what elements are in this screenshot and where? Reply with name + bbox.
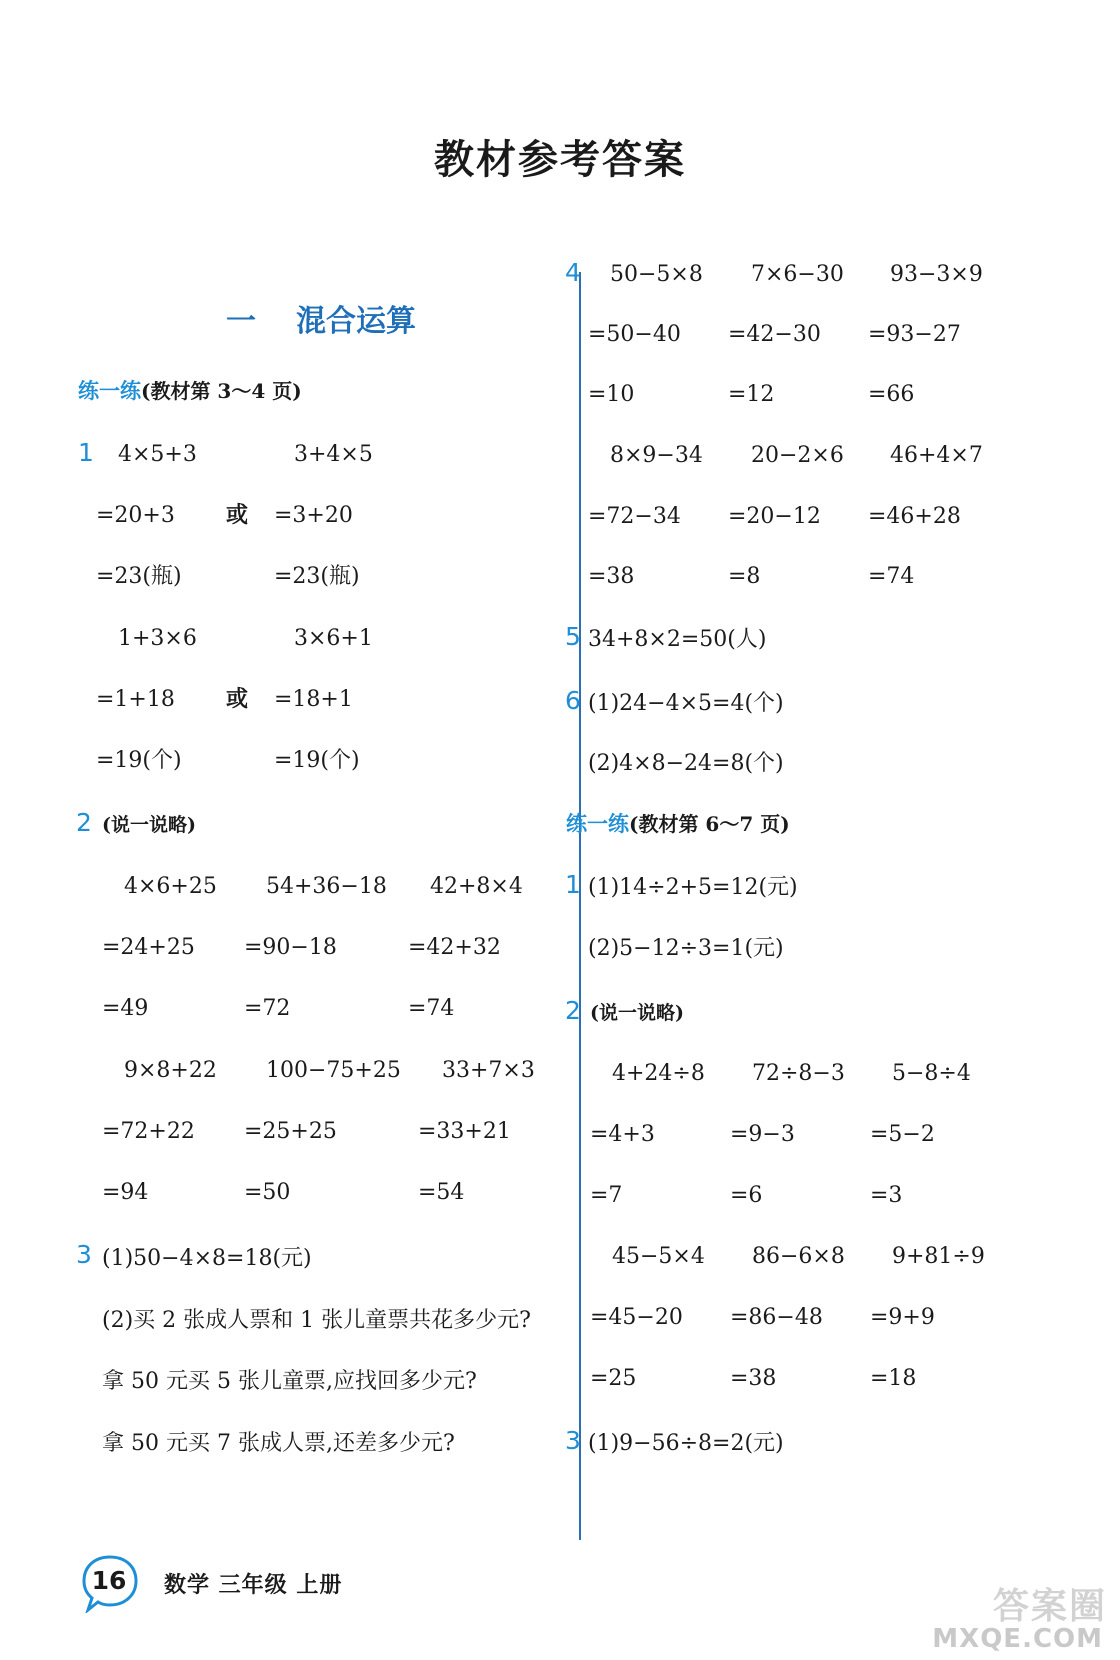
watermark-url: MXQE.COM: [932, 1624, 1103, 1654]
equation: =93−27: [868, 322, 961, 347]
equation: =94: [102, 1180, 149, 1205]
equation: 100−75+25: [266, 1058, 401, 1083]
question-number-1: 1: [78, 438, 94, 467]
answer-line: (1)14÷2+5=12(元): [588, 875, 798, 900]
equation: 46+4×7: [890, 443, 983, 468]
equation: =25+25: [244, 1119, 337, 1144]
equation: 9+81÷9: [892, 1244, 985, 1269]
equation: =38: [730, 1366, 777, 1391]
equation: =50−40: [588, 322, 681, 347]
equation: =42+32: [408, 935, 501, 960]
equation: =3+20: [274, 503, 353, 528]
equation: =74: [408, 996, 455, 1021]
equation: 4×5+3: [118, 442, 197, 467]
watermark-logo: [932, 1578, 1115, 1658]
answer-line: (1)9−56÷8=2(元): [588, 1431, 784, 1456]
equation: 8×9−34: [610, 443, 703, 468]
answer-line: 拿 50 元买 5 张儿童票,应找回多少元?: [102, 1369, 477, 1394]
equation: =20+3: [96, 503, 175, 528]
equation: 4×6+25: [124, 874, 217, 899]
equation: =4+3: [590, 1122, 655, 1147]
section-heading-practice-1: [78, 381, 302, 402]
equation: =46+28: [868, 504, 961, 529]
chapter-name: 混合运算: [296, 304, 416, 339]
answer-line: 34+8×2=50(人): [588, 627, 767, 652]
answer-line: 拿 50 元买 7 张成人票,还差多少元?: [102, 1431, 455, 1456]
equation: =19(个): [274, 748, 360, 773]
equation: 3×6+1: [294, 626, 373, 651]
section-label: 练一练: [566, 812, 629, 836]
section-label: 练一练: [78, 379, 141, 403]
chapter-heading: [226, 296, 416, 340]
column-divider: [579, 272, 581, 1540]
question-number-3: 3: [76, 1240, 92, 1269]
equation: 33+7×3: [442, 1058, 535, 1083]
equation: =86−48: [730, 1305, 823, 1330]
equation: =38: [588, 564, 635, 589]
equation: =20−12: [728, 504, 821, 529]
equation: =72+22: [102, 1119, 195, 1144]
question-number-6: 6: [565, 686, 581, 715]
equation: 45−5×4: [612, 1244, 705, 1269]
book-title: 数学 三年级 上册: [164, 1573, 343, 1598]
question-number-4: 4: [565, 258, 581, 287]
equation: =18+1: [274, 687, 353, 712]
equation: =33+21: [418, 1119, 511, 1144]
chapter-number: 一: [226, 304, 256, 339]
equation: =74: [868, 564, 915, 589]
equation: 9×8+22: [124, 1058, 217, 1083]
equation: 93−3×9: [890, 262, 983, 287]
equation: 20−2×6: [751, 443, 844, 468]
equation: =8: [728, 564, 761, 589]
equation: =19(个): [96, 748, 182, 773]
equation: =18: [870, 1366, 917, 1391]
question-number-2: 2: [565, 996, 581, 1025]
equation: =72−34: [588, 504, 681, 529]
question-number-3: 3: [565, 1426, 581, 1455]
equation: =90−18: [244, 935, 337, 960]
or-word: 或: [226, 503, 249, 528]
equation: 7×6−30: [751, 262, 844, 287]
equation: =50: [244, 1180, 291, 1205]
section-reference: (教材第 6～7 页): [629, 812, 790, 836]
equation: =12: [728, 382, 775, 407]
equation: =1+18: [96, 687, 175, 712]
equation: 5−8÷4: [892, 1061, 971, 1086]
question-number-2: 2: [76, 808, 92, 837]
equation: =5−2: [870, 1122, 935, 1147]
equation: =54: [418, 1180, 465, 1205]
answer-line: (1)24−4×5=4(个): [588, 691, 784, 716]
equation: =23(瓶): [274, 564, 360, 589]
equation: =42−30: [728, 322, 821, 347]
equation: =6: [730, 1183, 763, 1208]
equation: =23(瓶): [96, 564, 182, 589]
section-reference: (教材第 3～4 页): [141, 379, 302, 403]
equation: 86−6×8: [752, 1244, 845, 1269]
question-note: (说一说略): [102, 814, 196, 836]
equation: =9+9: [870, 1305, 935, 1330]
section-heading-practice-2: [566, 814, 790, 835]
watermark-text: 答案圈: [992, 1586, 1107, 1627]
answer-line: (2)5−12÷3=1(元): [588, 936, 784, 961]
equation: 3+4×5: [294, 442, 373, 467]
equation: 42+8×4: [430, 874, 523, 899]
equation: =3: [870, 1183, 903, 1208]
equation: 54+36−18: [266, 874, 387, 899]
equation: =45−20: [590, 1305, 683, 1330]
or-word: 或: [226, 687, 249, 712]
question-number-5: 5: [565, 622, 581, 651]
answer-line: (2)买 2 张成人票和 1 张儿童票共花多少元?: [102, 1308, 531, 1333]
equation: =49: [102, 996, 149, 1021]
equation: =72: [244, 996, 291, 1021]
answer-line: (2)4×8−24=8(个): [588, 751, 784, 776]
equation: =7: [590, 1183, 623, 1208]
equation: =24+25: [102, 935, 195, 960]
page-number: 16: [91, 1566, 127, 1595]
question-number-1: 1: [565, 870, 581, 899]
equation: =10: [588, 382, 635, 407]
equation: 4+24÷8: [612, 1061, 705, 1086]
equation: 72÷8−3: [752, 1061, 845, 1086]
page-title: 教材参考答案: [434, 137, 686, 183]
equation: =9−3: [730, 1122, 795, 1147]
equation: 1+3×6: [118, 626, 197, 651]
question-note: (说一说略): [590, 1002, 684, 1024]
equation: =66: [868, 382, 915, 407]
equation: =25: [590, 1366, 637, 1391]
equation: 50−5×8: [610, 262, 703, 287]
answer-line: (1)50−4×8=18(元): [102, 1246, 312, 1271]
